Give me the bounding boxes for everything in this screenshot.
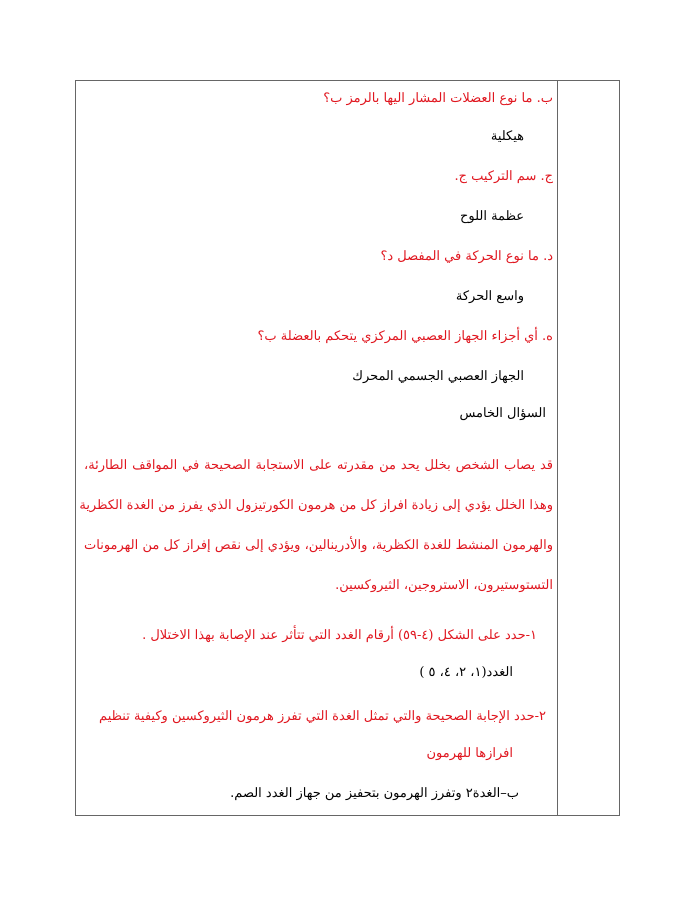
question-c: ج. سم التركيب ج. (454, 169, 553, 184)
content-table (75, 80, 620, 816)
paragraph-line-2: وهذا الخلل يؤدي إلى زيادة افراز كل من هرمون الكورتيزول الذي يفرز من الغدة الكظرية (79, 498, 553, 513)
answer-e: الجهاز العصبي الجسمي المحرك (352, 369, 524, 384)
task-2-answer: ب–الغدة٢ وتفرز الهرمون بتحفيز من جهاز الغدد الصم. (230, 786, 519, 801)
answer-b: هيكلية (490, 129, 524, 144)
question-b: ب. ما نوع العضلات المشار اليها بالرمز ب؟ (323, 91, 553, 106)
task-1-answer: الغدد(١، ٢، ٤، ٥ ) (419, 665, 513, 680)
task-2-continuation: افرازها للهرمون (426, 746, 513, 761)
paragraph-line-1: قد يصاب الشخص بخلل يحد من مقدرته على الاستجابة الصحيحة في المواقف الطارئة، (84, 458, 553, 473)
column-divider (557, 80, 558, 816)
answer-c: عظمة اللوح (459, 209, 524, 224)
paragraph-line-3: والهرمون المنشط للغدة الكظرية، والأدرينالين، ويؤدي إلى نقص إفراز كل من الهرمونات (84, 538, 553, 553)
question-e: ه. أي أجزاء الجهاز العصبي المركزي يتحكم بالعضلة ب؟ (257, 329, 553, 344)
task-1: ١-حدد على الشكل (٤-٥٩) أرقام الغدد التي تتأثر عند الإصابة بهذا الاختلال . (142, 628, 537, 643)
section-heading: السؤال الخامس (459, 406, 546, 421)
paragraph-line-4: التستوستيرون، الاستروجين، الثيروكسين. (335, 578, 553, 593)
answer-d: واسع الحركة (455, 289, 524, 304)
question-d: د. ما نوع الحركة في المفصل د؟ (380, 249, 553, 264)
task-2: ٢-حدد الإجابة الصحيحة والتي تمثل الغدة التي تفرز هرمون الثيروكسين وكيفية تنظيم (99, 709, 546, 724)
